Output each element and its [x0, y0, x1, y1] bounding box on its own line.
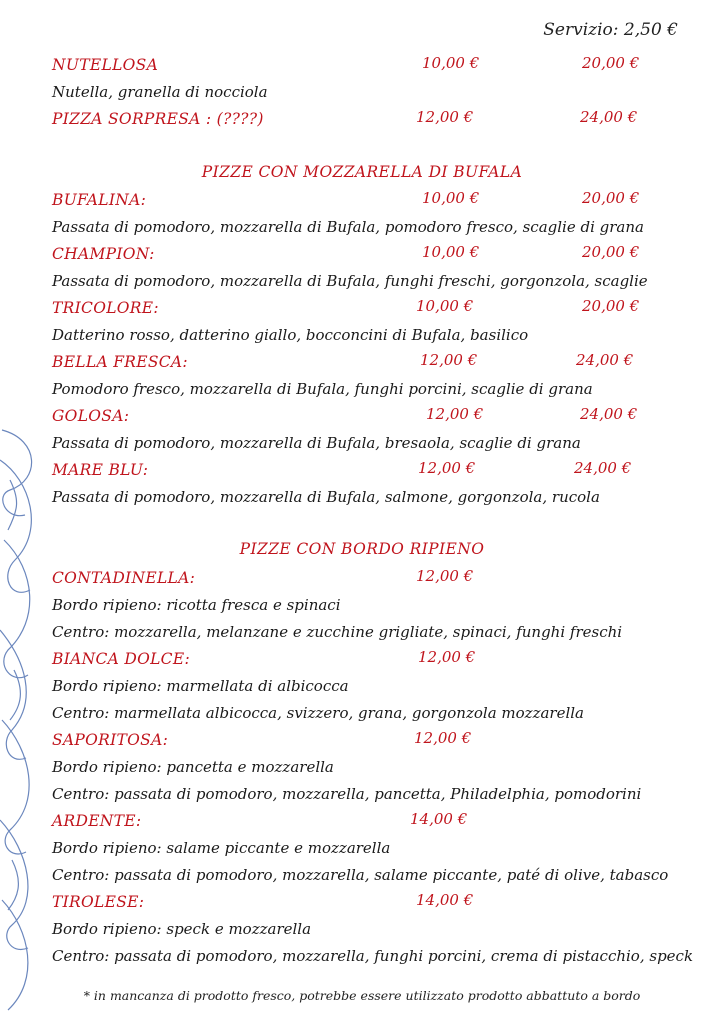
item-name-tricolore: TRICOLORE:: [52, 299, 159, 317]
item-price-small: 12,00 €: [420, 351, 478, 369]
item-bordo-filling: Bordo ripieno: marmellata di albicocca: [52, 677, 349, 695]
item-price-small: 10,00 €: [422, 243, 480, 261]
item-price-small: 12,00 €: [418, 459, 476, 477]
item-name-bella-fresca: BELLA FRESCA:: [52, 353, 188, 371]
item-price: 12,00 €: [414, 729, 472, 747]
item-name-bianca-dolce: BIANCA DOLCE:: [52, 650, 190, 668]
item-name-bufalina: BUFALINA:: [52, 191, 147, 209]
item-price-small: 12,00 €: [416, 108, 474, 126]
item-centro-topping: Centro: mozzarella, melanzane e zucchine grigliate, spinaci, funghi freschi: [52, 623, 623, 641]
item-name-ardente: ARDENTE:: [52, 812, 142, 830]
item-price-large: 20,00 €: [582, 297, 640, 315]
item-price-large: 24,00 €: [580, 108, 638, 126]
item-name-tirolese: TIROLESE:: [52, 893, 145, 911]
item-description: Passata di pomodoro, mozzarella di Bufala, bresaola, scaglie di grana: [52, 434, 581, 452]
item-price: 12,00 €: [418, 648, 476, 666]
item-centro-topping: Centro: passata di pomodoro, mozzarella, funghi porcini, crema di pistacchio, speck: [52, 947, 694, 965]
item-name-mare-blu: MARE BLU:: [52, 461, 149, 479]
item-price-large: 24,00 €: [574, 459, 632, 477]
footer-note: * in mancanza di prodotto fresco, potrebbe essere utilizzato prodotto abbattuto a bordo: [83, 988, 641, 1003]
item-bordo-filling: Bordo ripieno: pancetta e mozzarella: [52, 758, 334, 776]
item-centro-topping: Centro: marmellata albicocca, svizzero, grana, gorgonzola mozzarella: [52, 704, 585, 722]
item-price-large: 24,00 €: [576, 351, 634, 369]
item-price: 14,00 €: [410, 810, 468, 828]
item-name-contadinella: CONTADINELLA:: [52, 569, 196, 587]
item-price-large: 20,00 €: [582, 243, 640, 261]
item-price: 12,00 €: [416, 567, 474, 585]
item-name-pizza-sorpresa: PIZZA SORPRESA : (????): [52, 110, 264, 128]
item-bordo-filling: Bordo ripieno: ricotta fresca e spinaci: [52, 596, 341, 614]
item-name-golosa: GOLOSA:: [52, 407, 130, 425]
service-charge: Servizio: 2,50 €: [543, 20, 678, 40]
section-title-bordo-ripieno: PIZZE CON BORDO RIPIENO: [239, 540, 485, 558]
item-price: 14,00 €: [416, 891, 474, 909]
item-bordo-filling: Bordo ripieno: speck e mozzarella: [52, 920, 312, 938]
item-price-large: 24,00 €: [580, 405, 638, 423]
item-description: Passata di pomodoro, mozzarella di Bufala, funghi freschi, gorgonzola, scaglie: [52, 272, 648, 290]
section-title-bufala: PIZZE CON MOZZARELLA DI BUFALA: [201, 163, 523, 181]
item-description: Datterino rosso, datterino giallo, bocconcini di Bufala, basilico: [52, 326, 529, 344]
item-description: Passata di pomodoro, mozzarella di Bufala, salmone, gorgonzola, rucola: [52, 488, 600, 506]
item-bordo-filling: Bordo ripieno: salame piccante e mozzarella: [52, 839, 391, 857]
item-name-champion: CHAMPION:: [52, 245, 155, 263]
item-description: Passata di pomodoro, mozzarella di Bufala, pomodoro fresco, scaglie di grana: [52, 218, 644, 236]
item-price-small: 10,00 €: [422, 54, 480, 72]
item-description: Pomodoro fresco, mozzarella di Bufala, funghi porcini, scaglie di grana: [52, 380, 593, 398]
decorative-swirl-ornament: [0, 420, 60, 1024]
item-description: Nutella, granella di nocciola: [52, 83, 268, 101]
item-name-nutellosa: NUTELLOSA: [52, 56, 159, 74]
item-centro-topping: Centro: passata di pomodoro, mozzarella, pancetta, Philadelphia, pomodorini: [52, 785, 642, 803]
item-price-small: 12,00 €: [426, 405, 484, 423]
item-price-large: 20,00 €: [582, 54, 640, 72]
item-price-small: 10,00 €: [416, 297, 474, 315]
item-name-saporitosa: SAPORITOSA:: [52, 731, 169, 749]
item-price-large: 20,00 €: [582, 189, 640, 207]
item-price-small: 10,00 €: [422, 189, 480, 207]
item-centro-topping: Centro: passata di pomodoro, mozzarella, salame piccante, paté di olive, tabasco: [52, 866, 669, 884]
